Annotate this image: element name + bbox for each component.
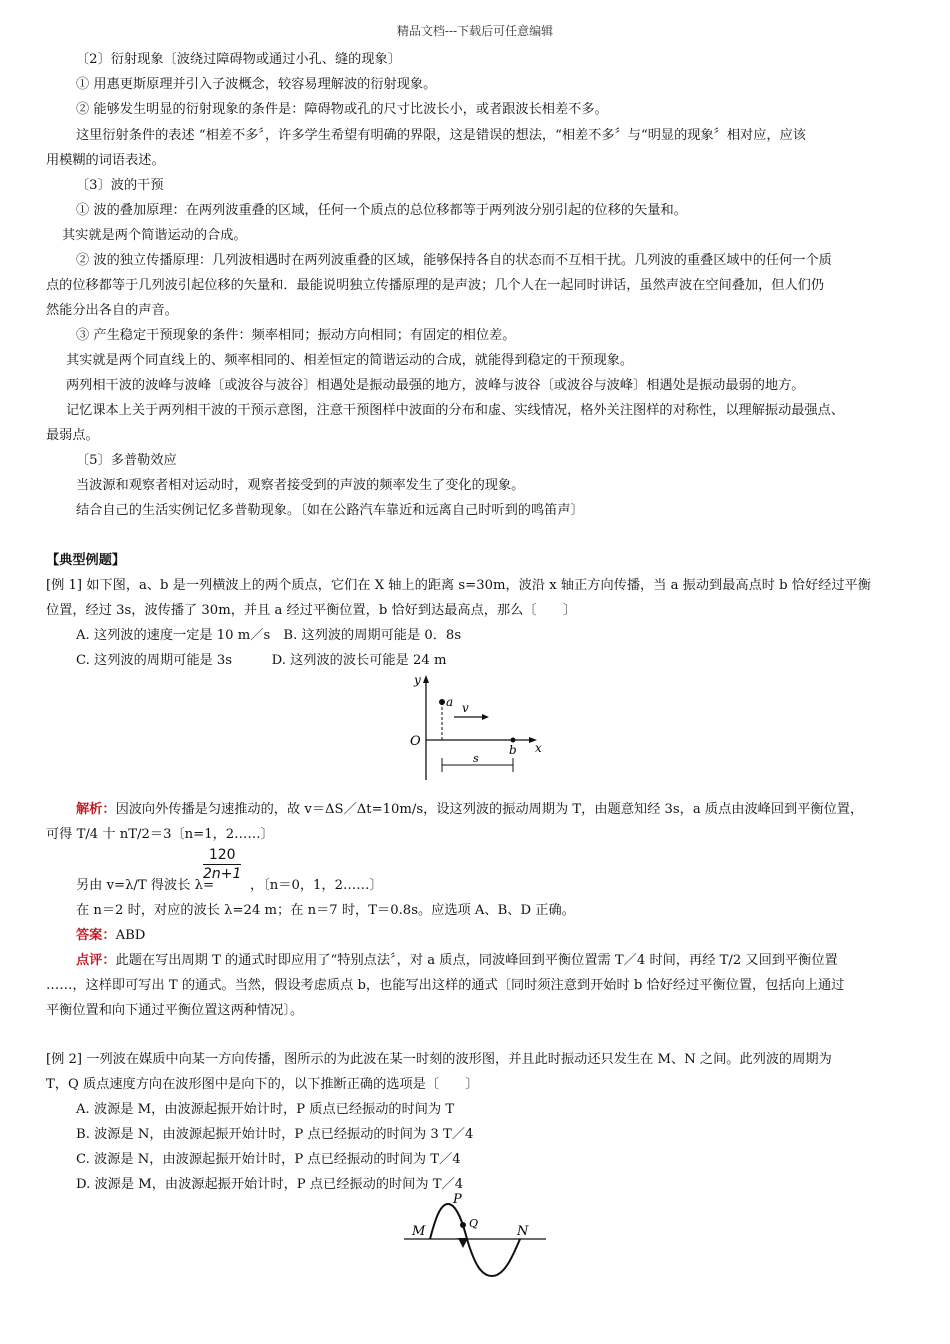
fraction-numerator: 120 [203, 847, 241, 865]
label-a: a [446, 695, 454, 709]
example1-options: C. 这列波的周期可能是 3s D. 这列波的波长可能是 24 m [76, 653, 447, 668]
analysis-line: 在 n＝2 时，对应的波长 λ=24 m；在 n＝7 时，T＝0.8s。应选项 A、B、D 正确。 [76, 903, 575, 918]
example2-option: B. 波源是 N，由波源起振开始计时，P 点已经振动的时间为 3 T／4 [76, 1127, 474, 1142]
label-m: M [412, 1224, 426, 1239]
analysis-line: 另由 v=λ/T 得波长 λ= [76, 878, 215, 893]
comment-line: ……，这样即可写出 T 的通式。当然，假设考虑质点 b，也能写出这样的通式〔同时须注意到开始时 b 恰好经过平衡位置，包括向上通过 [46, 978, 845, 993]
label-origin: O [410, 734, 421, 749]
comment-line: 平衡位置和向下通过平衡位置这两种情况〕。 [46, 1003, 304, 1018]
text-line: ② 能够发生明显的衍射现象的条件是：障碍物或孔的尺寸比波长小，或者跟波长相差不多。 [76, 102, 608, 117]
text-line: 用模糊的词语表述。 [46, 153, 165, 168]
analysis-line [76, 800, 863, 820]
text-line: 点的位移都等于几列波引起位移的矢量和．最能说明独立传播原理的是声波；几个人在一起同时讲话，虽然声波在空间叠加，但人们仍 [46, 278, 825, 293]
text-line: 其实就是两个同直线上的、频率相同的、相差恒定的简谐运动的合成，就能得到稳定的干预现象。 [66, 353, 634, 368]
text-line: 结合自己的生活实例记忆多普勒现象。〔如在公路汽车靠近和远离自己时听到的鸣笛声〕 [76, 503, 584, 518]
wave-figure-2 [400, 1190, 550, 1282]
text-line: ① 波的叠加原理：在两列波重叠的区域，任何一个质点的总位移都等于两列波分别引起的位移的矢量和。 [76, 203, 687, 218]
comment-text: 此题在写出周期 T 的通式时即应用了“特别点法〞，对 a 质点，同波峰回到平衡位置需 T／4 时间，再经 T/2 又回到平衡位置 [115, 953, 838, 968]
example2-option: D. 波源是 M，由波源起振开始计时，P 点已经振动的时间为 T／4 [76, 1177, 464, 1192]
point-q-dot [460, 1222, 466, 1228]
label-s: s [473, 752, 479, 765]
answer-label: 答案： [76, 928, 116, 943]
page-header: 精品文档---下载后可任意编辑 [396, 24, 554, 38]
text-line: ① 用惠更斯原理并引入子波概念，较容易理解波的衍射现象。 [76, 77, 437, 92]
analysis-label: 解析： [76, 802, 116, 817]
point-b-dot [511, 738, 516, 743]
analysis-line: 可得 T/4 十 nT/2＝3〔n=1，2……〕 [46, 827, 274, 842]
analysis-text: 因波向外传播是匀速推动的，故 v＝ΔS／Δt=10m/s，设这列波的振动周期为 T，由题意知经 3s，a 质点由波峰回到平衡位置， [115, 802, 864, 817]
wave-figure-1 [400, 672, 550, 787]
y-axis-arrow-icon [423, 675, 429, 683]
examples-title: 【典型例题】 [46, 553, 126, 568]
point-a-dot [439, 699, 445, 705]
label-q: Q [469, 1217, 479, 1230]
text-line: 两列相干波的波峰与波峰〔或波谷与波谷〕相遇处是振动最强的地方，波峰与波谷〔或波谷与波峰〕相遇处是振动最弱的地方。 [66, 378, 805, 393]
velocity-arrow-head-icon [482, 714, 489, 720]
label-x: x [535, 741, 542, 755]
fraction-denominator: 2n+1 [203, 866, 242, 882]
example2-question: [例 2] 一列波在媒质中向某一方向传播，图所示的为此波在某一时刻的波形图，并且此时振动还只发生在 M、N 之间。此列波的周期为 [46, 1052, 832, 1067]
example2-question: T，Q 质点速度方向在波形图中是向下的，以下推断正确的选项是〔 〕 [46, 1077, 479, 1092]
label-b: b [509, 743, 517, 757]
example1-question: [例 1] 如下图，a、b 是一列横波上的两个质点，它们在 X 轴上的距离 s=30m，波沿 x 轴正方向传播，当 a 振动到最高点时 b 恰好经过平衡 [46, 578, 871, 593]
comment-line [76, 951, 838, 971]
label-v: v [462, 701, 469, 715]
example2-option: A. 波源是 M，由波源起振开始计时，P 质点已经振动的时间为 T [76, 1102, 455, 1117]
analysis-line: ，〔n＝0，1，2……〕 [250, 878, 383, 893]
answer-value: ABD [115, 928, 146, 943]
text-line: 最弱点。 [46, 428, 99, 443]
waveform-curve [430, 1204, 520, 1276]
text-line: 当波源和观察者相对运动时，观察者接受到的声波的频率发生了变化的现象。 [76, 478, 525, 493]
text-line: 这里衍射条件的表述 “相差不多〞，许多学生希望有明确的界限，这是错误的想法，“相差不多〞与“明显的现象〞相对应，应该 [76, 128, 806, 143]
example1-question: 位置，经过 3s，波传播了 30m，并且 a 经过平衡位置，b 恰好到达最高点，那么〔 〕 [46, 603, 577, 618]
label-y: y [414, 673, 421, 687]
text-line: ③ 产生稳定干预现象的条件：频率相同；振动方向相同；有固定的相位差。 [76, 328, 516, 343]
text-line: ② 波的独立传播原理：几列波相遇时在两列波重叠的区域，能够保持各自的状态而不互相干扰。几列波的重叠区域中的任何一个质 [76, 253, 832, 268]
example2-option: C. 波源是 N，由波源起振开始计时，P 点已经振动的时间为 T／4 [76, 1152, 461, 1167]
label-p: P [453, 1192, 462, 1207]
label-n: N [517, 1224, 529, 1239]
text-line: 然能分出各自的声音。 [46, 303, 178, 318]
answer-line [76, 926, 145, 946]
section-heading: 〔5〕多普勒效应 [76, 453, 177, 468]
example1-options: A. 这列波的速度一定是 10 m／s B. 这列波的周期可能是 0．8s [76, 628, 462, 643]
text-line: 其实就是两个简谐运动的合成。 [62, 228, 247, 243]
text-line: 〔2〕衍射现象〔波绕过障碍物或通过小孔、缝的现象〕 [76, 52, 401, 67]
comment-label: 点评： [76, 953, 116, 968]
q-velocity-arrow-icon [458, 1238, 468, 1248]
wavelength-fraction [203, 847, 241, 882]
text-line: 记忆课本上关于两列相干波的干预示意图，注意干预图样中波面的分布和虚、实线情况，格外关注图样的对称性，以理解振动最强点、 [66, 403, 845, 418]
section-heading: 〔3〕波的干预 [76, 178, 164, 193]
